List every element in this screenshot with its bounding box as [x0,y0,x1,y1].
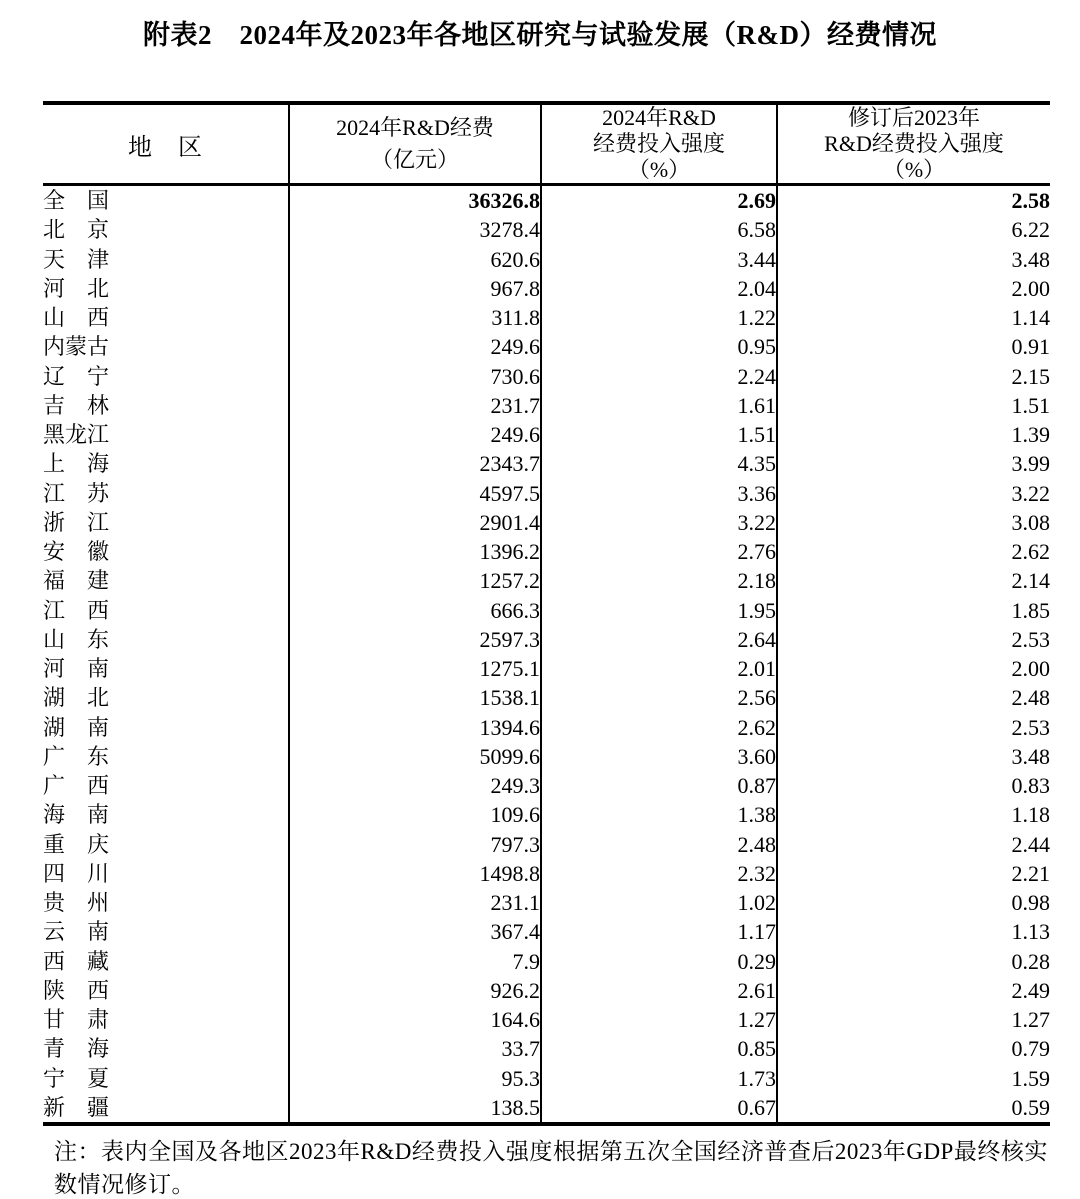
region-name-cell: 河 南 [43,656,110,681]
table-row [43,479,1050,508]
intensity-2023-revised-cell: 3.99 [777,449,1050,478]
intensity-2023-revised-cell: 2.48 [777,683,1050,712]
intensity-2023-revised-cell: 3.48 [777,245,1050,274]
intensity-2024-cell: 2.04 [541,274,777,303]
rd-funds-cell: 36326.8 [289,185,541,216]
region-name-cell: 吉 林 [43,392,110,418]
region-name-cell: 甘 肃 [43,1007,110,1032]
header-intensity-2024-line1: 2024年R&D [602,105,716,130]
header-region [43,103,289,185]
table-row [43,508,1050,537]
table-row [43,391,1050,420]
table-row [43,830,1050,859]
intensity-2024-cell: 2.64 [541,625,777,654]
table-row [43,625,1050,654]
header-rd-funds [289,103,541,185]
region-name-cell: 青 海 [43,1036,110,1062]
region-name-cell: 山 西 [43,305,110,330]
intensity-2023-revised-cell: 3.08 [777,508,1050,537]
rd-funds-cell: 249.6 [289,420,541,449]
intensity-2023-revised-cell: 1.59 [777,1064,1050,1093]
rd-funds-cell: 3278.4 [289,215,541,244]
intensity-2024-cell: 0.95 [541,332,777,361]
rd-expenditure-table [43,101,1050,1126]
table-row [43,449,1050,478]
rd-funds-cell: 367.4 [289,917,541,946]
intensity-2024-cell: 1.51 [541,420,777,449]
intensity-2024-cell: 3.22 [541,508,777,537]
intensity-2023-revised-cell: 2.14 [777,566,1050,595]
intensity-2023-revised-cell: 1.13 [777,917,1050,946]
rd-funds-cell: 5099.6 [289,742,541,771]
region-name-cell: 湖 南 [43,714,110,740]
intensity-2023-revised-cell: 3.22 [777,479,1050,508]
intensity-2023-revised-cell: 2.53 [777,625,1050,654]
intensity-2024-cell: 2.76 [541,537,777,566]
intensity-2023-revised-cell: 2.49 [777,976,1050,1005]
intensity-2024-cell: 2.69 [541,185,777,216]
intensity-2024-cell: 0.67 [541,1093,777,1124]
intensity-2023-revised-cell: 2.15 [777,362,1050,391]
table-row [43,596,1050,625]
rd-funds-cell: 231.7 [289,391,541,420]
intensity-2024-cell: 2.24 [541,362,777,391]
intensity-2023-revised-cell: 2.58 [777,185,1050,216]
region-name-cell: 湖 北 [43,685,110,711]
region-name-cell: 内蒙古 [43,334,110,360]
intensity-2023-revised-cell: 2.00 [777,654,1050,683]
intensity-2023-revised-cell: 1.14 [777,303,1050,332]
region-name-cell: 广 东 [43,743,110,769]
header-intensity-2024-line3: （%） [627,157,691,182]
table-body [43,185,1050,1125]
header-row [43,103,1050,185]
intensity-2024-cell: 1.22 [541,303,777,332]
intensity-2024-cell: 2.62 [541,713,777,742]
header-intensity-2023-line3: （%） [882,157,946,182]
intensity-2023-revised-cell: 2.21 [777,859,1050,888]
rd-funds-cell: 7.9 [289,947,541,976]
intensity-2023-revised-cell: 0.28 [777,947,1050,976]
header-intensity-2023-line2: R&D经费投入强度 [824,131,1004,156]
rd-funds-cell: 138.5 [289,1093,541,1124]
table-row [43,332,1050,361]
table-row [43,566,1050,595]
table-row [43,800,1050,829]
rd-funds-cell: 1257.2 [289,566,541,595]
region-name-cell: 海 南 [43,802,110,828]
intensity-2024-cell: 1.27 [541,1005,777,1034]
table-row [43,771,1050,800]
header-intensity-2024 [541,103,777,185]
intensity-2024-cell: 2.01 [541,654,777,683]
table-footnote: 注：表内全国及各地区2023年R&D经费投入强度根据第五次全国经济普查后2023年GDP最终核实数情况修订。 [54,1139,1048,1197]
rd-funds-cell: 4597.5 [289,479,541,508]
table-row [43,654,1050,683]
rd-funds-cell: 311.8 [289,303,541,332]
table-row [43,215,1050,244]
table-row [43,245,1050,274]
header-region-label: 地 区 [128,134,203,161]
region-name-cell: 安 徽 [43,539,110,564]
region-name-cell: 陕 西 [43,977,110,1003]
rd-funds-cell: 2901.4 [289,508,541,537]
intensity-2024-cell: 1.17 [541,917,777,946]
table-row [43,917,1050,946]
rd-funds-cell: 1396.2 [289,537,541,566]
page-title: 附表2 2024年及2023年各地区研究与试验发展（R&D）经费情况 [143,20,937,50]
table-row [43,713,1050,742]
table-row [43,420,1050,449]
intensity-2024-cell: 3.60 [541,742,777,771]
region-name-cell: 新 疆 [43,1094,110,1120]
intensity-2023-revised-cell: 1.18 [777,800,1050,829]
intensity-2024-cell: 2.18 [541,566,777,595]
region-name-cell: 福 建 [43,568,110,594]
header-rd-funds-line1: 2024年R&D经费 [336,115,494,140]
rd-funds-cell: 797.3 [289,830,541,859]
region-name-cell: 江 西 [43,597,110,623]
intensity-2023-revised-cell: 1.85 [777,596,1050,625]
table-row [43,362,1050,391]
rd-funds-cell: 249.3 [289,771,541,800]
intensity-2024-cell: 2.56 [541,683,777,712]
intensity-2023-revised-cell: 1.51 [777,391,1050,420]
intensity-2024-cell: 1.61 [541,391,777,420]
rd-funds-cell: 1498.8 [289,859,541,888]
table-header [43,103,1050,185]
intensity-2024-cell: 1.95 [541,596,777,625]
rd-funds-cell: 164.6 [289,1005,541,1034]
intensity-2023-revised-cell: 0.91 [777,332,1050,361]
table-row [43,742,1050,771]
intensity-2024-cell: 3.36 [541,479,777,508]
region-name-cell: 宁 夏 [43,1065,110,1091]
table-row [43,1005,1050,1034]
rd-funds-cell: 33.7 [289,1034,541,1063]
table-row [43,185,1050,216]
region-name-cell: 辽 宁 [43,363,110,389]
intensity-2024-cell: 4.35 [541,449,777,478]
rd-funds-cell: 967.8 [289,274,541,303]
region-name-cell: 浙 江 [43,509,110,535]
region-name-cell: 上 海 [43,451,110,477]
intensity-2023-revised-cell: 0.98 [777,888,1050,917]
rd-funds-cell: 2597.3 [289,625,541,654]
rd-funds-cell: 730.6 [289,362,541,391]
rd-funds-cell: 666.3 [289,596,541,625]
table-row [43,274,1050,303]
region-name-cell: 黑龙江 [43,422,110,447]
intensity-2023-revised-cell: 0.79 [777,1034,1050,1063]
rd-funds-cell: 2343.7 [289,449,541,478]
region-name-cell: 北 京 [43,217,110,243]
table-row [43,1064,1050,1093]
rd-funds-cell: 95.3 [289,1064,541,1093]
region-name-cell: 江 苏 [43,480,110,506]
table-row [43,1034,1050,1063]
rd-table-container [43,101,1050,1126]
region-name-cell: 四 川 [43,860,110,886]
intensity-2023-revised-cell: 1.39 [777,420,1050,449]
region-name-cell: 西 藏 [43,948,110,974]
intensity-2023-revised-cell: 2.62 [777,537,1050,566]
intensity-2023-revised-cell: 6.22 [777,215,1050,244]
table-row [43,537,1050,566]
rd-funds-cell: 249.6 [289,332,541,361]
intensity-2024-cell: 3.44 [541,245,777,274]
rd-funds-cell: 1538.1 [289,683,541,712]
header-intensity-2023-revised [777,103,1050,185]
region-name-cell: 重 庆 [43,831,110,857]
intensity-2024-cell: 6.58 [541,215,777,244]
rd-funds-cell: 620.6 [289,245,541,274]
intensity-2024-cell: 2.61 [541,976,777,1005]
header-intensity-2023-line1: 修订后2023年 [847,105,980,130]
rd-funds-cell: 926.2 [289,976,541,1005]
table-row [43,947,1050,976]
table-row [43,303,1050,332]
rd-funds-cell: 1394.6 [289,713,541,742]
intensity-2023-revised-cell: 2.53 [777,713,1050,742]
region-name-cell: 广 西 [43,773,110,798]
region-name-cell: 贵 州 [43,890,110,915]
intensity-2023-revised-cell: 0.83 [777,771,1050,800]
intensity-2024-cell: 1.02 [541,888,777,917]
table-row [43,683,1050,712]
rd-funds-cell: 1275.1 [289,654,541,683]
region-name-cell: 全 国 [43,188,110,213]
table-row [43,859,1050,888]
intensity-2024-cell: 0.29 [541,947,777,976]
region-name-cell: 河 北 [43,275,110,301]
rd-funds-cell: 231.1 [289,888,541,917]
intensity-2023-revised-cell: 1.27 [777,1005,1050,1034]
intensity-2023-revised-cell: 0.59 [777,1093,1050,1124]
intensity-2024-cell: 2.48 [541,830,777,859]
intensity-2023-revised-cell: 2.44 [777,830,1050,859]
intensity-2024-cell: 0.85 [541,1034,777,1063]
intensity-2024-cell: 1.38 [541,800,777,829]
intensity-2024-cell: 0.87 [541,771,777,800]
intensity-2024-cell: 2.32 [541,859,777,888]
header-rd-funds-line2: （亿元） [370,147,459,172]
rd-funds-cell: 109.6 [289,800,541,829]
table-row [43,888,1050,917]
region-name-cell: 天 津 [43,246,110,272]
intensity-2023-revised-cell: 3.48 [777,742,1050,771]
intensity-2023-revised-cell: 2.00 [777,274,1050,303]
region-name-cell: 云 南 [43,919,110,945]
table-row [43,976,1050,1005]
region-name-cell: 山 东 [43,626,110,652]
table-row [43,1093,1050,1124]
header-intensity-2024-line2: 经费投入强度 [592,131,725,156]
intensity-2024-cell: 1.73 [541,1064,777,1093]
